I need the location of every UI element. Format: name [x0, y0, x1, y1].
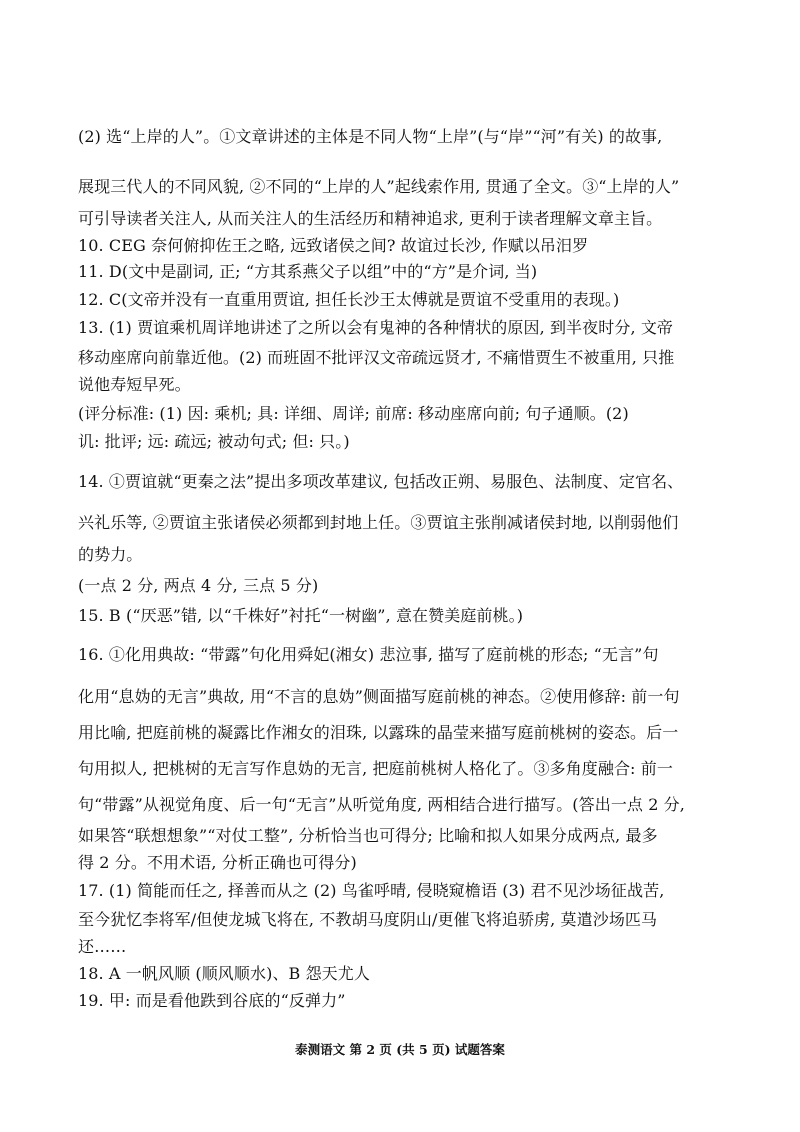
- text-line: 句用拟人, 把桃树的无言写作息妫的无言, 把庭前桃树人格化了。③多角度融合: 前一: [78, 759, 673, 778]
- text-line: 可引导读者关注人, 从而关注人的生活经历和精神追求, 更利于读者理解文章主旨。: [78, 209, 663, 228]
- text-line: 讥: 批评; 远: 疏远; 被动句式; 但: 只。): [78, 432, 350, 451]
- text-line: 化用“息妫的无言”典故, 用“不言的息妫”侧面描写庭前桃的神态。②使用修辞: 前一句: [78, 687, 680, 706]
- text-line: 17. (1) 简能而任之, 择善而从之 (2) 鸟雀呼晴, 侵晓窥檐语 (3) 君不见沙场征战苦,: [78, 881, 665, 900]
- text-line: 12. C(文帝并没有一直重用贾谊, 担任长沙王太傅就是贾谊不受重用的表现。): [78, 290, 620, 309]
- text-line: 得 2 分。不用术语, 分析正确也可得分): [78, 853, 357, 872]
- text-line: 展现三代人的不同风貌, ②不同的“上岸的人”起线索作用, 贯通了全文。③“上岸的人”: [78, 177, 680, 196]
- text-line: 还……: [78, 937, 127, 956]
- text-line: 14. ①贾谊就“更秦之法”提出多项改革建议, 包括改正朔、易服色、法制度、定官名、: [78, 472, 684, 491]
- page-footer: 泰测语文 第 2 页 (共 5 页) 试题答案: [295, 1042, 505, 1057]
- text-line: 13. (1) 贾谊乘机周详地讲述了之所以会有鬼神的各种情状的原因, 到半夜时分, 文帝: [78, 318, 674, 337]
- text-line: 11. D(文中是副词, 正; “方其系燕父子以组”中的“方”是介词, 当): [78, 262, 538, 281]
- text-line: 19. 甲: 而是看他跌到谷底的“反弹力”: [78, 991, 346, 1010]
- text-line: 10. CEG 奈何俯抑佐王之略, 远致诸侯之间? 故谊过长沙, 作赋以吊汨罗: [78, 236, 589, 255]
- text-line: 15. B (“厌恶”错, 以“千株好”衬托“一树幽”, 意在赞美庭前桃。): [78, 606, 524, 625]
- text-line: 至今犹忆李将军/但使龙城飞将在, 不教胡马度阴山/更催飞将追骄虏, 莫遣沙场匹马: [78, 910, 658, 929]
- text-line: 16. ①化用典故: “带露”句化用舜妃(湘女) 悲泣事, 描写了庭前桃的形态; “无言”句: [78, 645, 659, 664]
- text-line: 移动座席向前靠近他。(2) 而班固不批评汉文帝疏远贤才, 不痛惜贾生不被重用, 只推: [78, 348, 675, 367]
- text-line: 句“带露”从视觉角度、后一句“无言”从听觉角度, 两相结合进行描写。(答出一点 2 分,: [78, 795, 685, 814]
- text-line: 说他寿短早死。: [78, 375, 191, 394]
- text-line: (一点 2 分, 两点 4 分, 三点 5 分): [78, 576, 319, 595]
- text-line: 如果答“联想想象”“对仗工整”, 分析恰当也可得分; 比喻和拟人如果分成两点, 最多: [78, 826, 658, 845]
- text-line: 18. A 一帆风顺 (顺风顺水)、B 怨天尤人: [78, 964, 370, 983]
- text-line: 兴礼乐等, ②贾谊主张诸侯必须都到封地上任。③贾谊主张削减诸侯封地, 以削弱他们: [78, 513, 679, 532]
- text-line: (2) 选“上岸的人”。①文章讲述的主体是不同人物“上岸”(与“岸”“河”有关) 的故事,: [78, 127, 663, 146]
- text-line: 的势力。: [78, 545, 143, 564]
- text-line: 用比喻, 把庭前桃的凝露比作湘女的泪珠, 以露珠的晶莹来描写庭前桃树的姿态。后一: [78, 723, 679, 742]
- text-line: (评分标准: (1) 因: 乘机; 具: 详细、周详; 前席: 移动座席向前; 句子通顺。(2): [78, 404, 629, 423]
